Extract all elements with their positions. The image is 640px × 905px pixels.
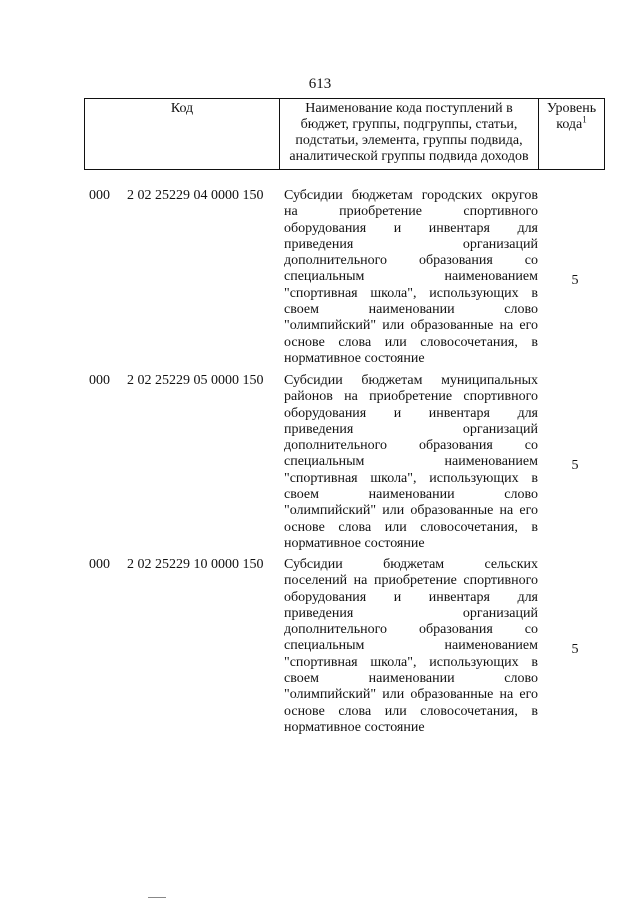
header-level-line1: Уровень bbox=[546, 101, 597, 116]
row-description-line: приведения организаций bbox=[284, 605, 538, 621]
row-level: 5 bbox=[571, 273, 579, 288]
row-code: 2 02 25229 10 0000 150 bbox=[127, 557, 264, 572]
table-header bbox=[84, 98, 605, 170]
row-description-line: Субсидии бюджетам сельских bbox=[284, 557, 538, 572]
row-prefix: 000 bbox=[89, 188, 110, 203]
row-description-line: основе слова или словосочетания, в bbox=[284, 519, 538, 535]
row-description-line: районов на приобретение спортивного bbox=[284, 389, 538, 405]
header-name-line: подстатьи, элемента, группы подвида, bbox=[295, 133, 523, 148]
row-description-line: Субсидии бюджетам городских округов bbox=[284, 188, 538, 203]
row-description-line: нормативное состояние bbox=[284, 535, 425, 551]
row-description bbox=[284, 373, 538, 552]
row-description-line: оборудования и инвентаря для bbox=[284, 405, 538, 421]
row-description-line: на приобретение спортивного bbox=[284, 204, 538, 220]
row-description-line: Субсидии бюджетам муниципальных bbox=[284, 373, 538, 388]
row-code: 2 02 25229 05 0000 150 bbox=[127, 373, 264, 388]
row-description bbox=[284, 188, 538, 367]
row-prefix: 000 bbox=[89, 373, 110, 388]
row-description-line: нормативное состояние bbox=[284, 719, 425, 735]
page-number: 613 bbox=[308, 76, 332, 92]
row-description-line: оборудования и инвентаря для bbox=[284, 220, 538, 236]
row-prefix: 000 bbox=[89, 557, 110, 572]
scan-artifact-divider bbox=[148, 897, 166, 898]
row-description-line: основе слова или словосочетания, в bbox=[284, 334, 538, 350]
header-level-footnote: 1 bbox=[582, 114, 587, 125]
row-description-line: дополнительного образования со bbox=[284, 438, 538, 454]
row-description-line: специальным наименованием bbox=[284, 269, 538, 285]
header-name-line: аналитической группы подвида доходов bbox=[289, 149, 529, 164]
row-description-line: "спортивная школа", использующих в bbox=[284, 470, 538, 486]
row-code: 2 02 25229 04 0000 150 bbox=[127, 188, 264, 203]
row-description-line: своем наименовании слово bbox=[284, 671, 538, 687]
row-description-line: приведения организаций bbox=[284, 236, 538, 252]
row-description-line: приведения организаций bbox=[284, 421, 538, 437]
header-level bbox=[539, 99, 604, 169]
header-level-line2: кода$^1$ bbox=[556, 114, 587, 132]
row-description-line: "спортивная школа", использующих в bbox=[284, 654, 538, 670]
row-description-line: своем наименовании слово bbox=[284, 487, 538, 503]
row-description-line: оборудования и инвентаря для bbox=[284, 589, 538, 605]
row-description-line: специальным наименованием bbox=[284, 638, 538, 654]
row-description-line: "олимпийский" или образованные на его bbox=[284, 318, 538, 334]
row-level: 5 bbox=[571, 458, 579, 473]
row-description-line: "олимпийский" или образованные на его bbox=[284, 503, 538, 519]
row-description-line: специальным наименованием bbox=[284, 454, 538, 470]
header-name bbox=[280, 99, 539, 169]
row-description-line: поселений на приобретение спортивного bbox=[284, 573, 538, 589]
row-description-line: своем наименовании слово bbox=[284, 302, 538, 318]
row-description-line: нормативное состояние bbox=[284, 350, 425, 366]
row-description bbox=[284, 557, 538, 736]
row-level: 5 bbox=[571, 642, 579, 657]
row-description-line: дополнительного образования со bbox=[284, 622, 538, 638]
header-name-line: бюджет, группы, подгруппы, статьи, bbox=[300, 117, 518, 132]
row-description-line: "спортивная школа", использующих в bbox=[284, 285, 538, 301]
row-description-line: основе слова или словосочетания, в bbox=[284, 703, 538, 719]
header-name-line: Наименование кода поступлений в bbox=[305, 101, 513, 116]
row-description-line: "олимпийский" или образованные на его bbox=[284, 687, 538, 703]
header-code: Код bbox=[85, 99, 280, 169]
row-description-line: дополнительного образования со bbox=[284, 253, 538, 269]
